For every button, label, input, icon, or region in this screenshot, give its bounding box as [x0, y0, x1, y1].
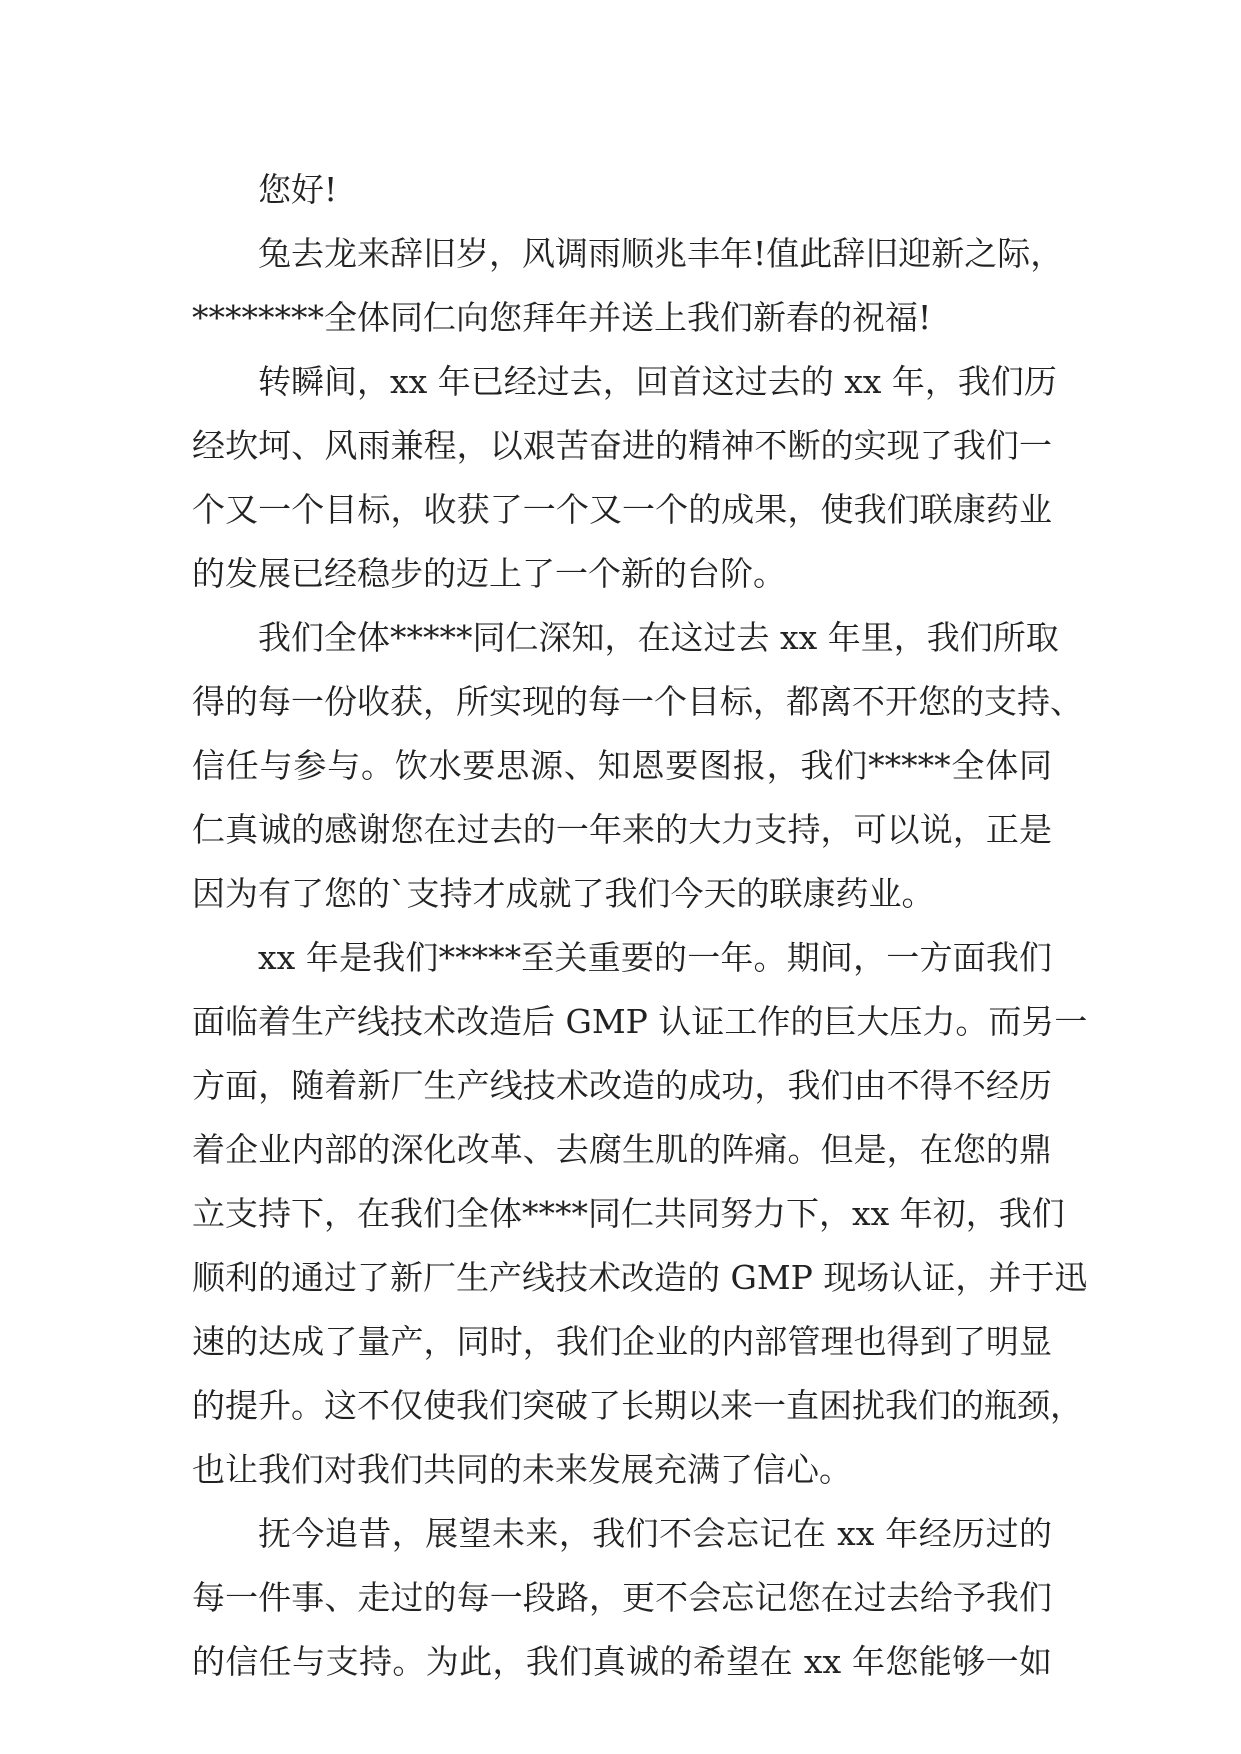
text-line: 得的每一份收获，所实现的每一个目标，都离不开您的支持、: [192, 682, 1083, 721]
text-line: 面临着生产线技术改造后 GMP 认证工作的巨大压力。而另一: [192, 1002, 1088, 1041]
text-line: ********全体同仁向您拜年并送上我们新春的祝福!: [192, 298, 932, 337]
text-line: 立支持下，在我们全体****同仁共同努力下，xx 年初，我们: [192, 1194, 1065, 1233]
text-line: 的发展已经稳步的迈上了一个新的台阶。: [192, 554, 786, 593]
text-line: 每一件事、走过的每一段路，更不会忘记您在过去给予我们: [192, 1578, 1052, 1617]
document-body: [192, 158, 1088, 1694]
text-line: 的提升。这不仅使我们突破了长期以来一直困扰我们的瓶颈，: [192, 1386, 1083, 1425]
text-line: 个又一个目标，收获了一个又一个的成果，使我们联康药业: [192, 490, 1052, 529]
text-line: 方面，随着新厂生产线技术改造的成功，我们由不得不经历: [192, 1066, 1052, 1105]
text-line: 着企业内部的深化改革、去腐生肌的阵痛。但是，在您的鼎: [192, 1130, 1052, 1169]
text-line: 速的达成了量产，同时，我们企业的内部管理也得到了明显: [192, 1322, 1052, 1361]
text-line: 您好!: [258, 170, 338, 209]
text-line: 顺利的通过了新厂生产线技术改造的 GMP 现场认证，并于迅: [192, 1258, 1088, 1297]
text-line: 兔去龙来辞旧岁，风调雨顺兆丰年!值此辞旧迎新之际，: [258, 234, 1064, 273]
text-line: 转瞬间，xx 年已经过去，回首这过去的 xx 年，我们历: [258, 362, 1057, 401]
text-line: 抚今追昔，展望未来，我们不会忘记在 xx 年经历过的: [258, 1514, 1052, 1553]
text-line: xx 年是我们*****至关重要的一年。期间，一方面我们: [258, 938, 1052, 977]
text-line: 仁真诚的感谢您在过去的一年来的大力支持，可以说，正是: [192, 810, 1052, 849]
text-line: 的信任与支持。为此，我们真诚的希望在 xx 年您能够一如: [192, 1642, 1052, 1681]
text-line: 也让我们对我们共同的未来发展充满了信心。: [192, 1450, 852, 1489]
text-line: 因为有了您的`支持才成就了我们今天的联康药业。: [192, 874, 935, 913]
text-line: 经坎坷、风雨兼程，以艰苦奋进的精神不断的实现了我们一: [192, 426, 1052, 465]
text-line: 信任与参与。饮水要思源、知恩要图报，我们*****全体同: [192, 746, 1052, 785]
text-line: 我们全体*****同仁深知，在这过去 xx 年里，我们所取: [258, 618, 1059, 657]
